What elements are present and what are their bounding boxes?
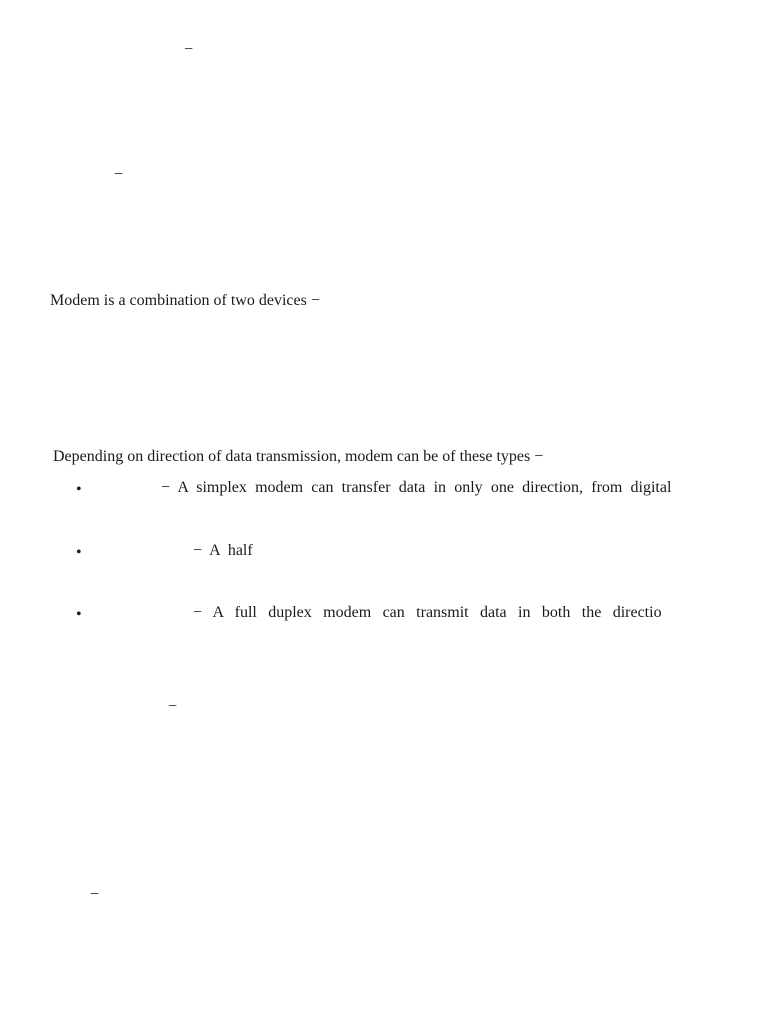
- list-item-simplex: − A simplex modem can transfer data in only one direction, from digital: [161, 479, 672, 496]
- list-item-full-duplex: − A full duplex modem can transmit data in both the directio: [193, 604, 662, 621]
- types-heading: Depending on direction of data transmission, modem can be of these types −: [53, 448, 544, 465]
- stray-dash-3: −: [168, 698, 178, 715]
- stray-dash-4: −: [90, 886, 100, 903]
- list-item-half-duplex: − A half: [193, 542, 253, 559]
- list-bullet-3: •: [76, 606, 82, 623]
- intro-text: Modem is a combination of two devices −: [50, 292, 320, 309]
- list-bullet-1: •: [76, 481, 82, 498]
- list-bullet-2: •: [76, 544, 82, 561]
- stray-dash-1: −: [184, 41, 194, 58]
- stray-dash-2: −: [114, 166, 124, 183]
